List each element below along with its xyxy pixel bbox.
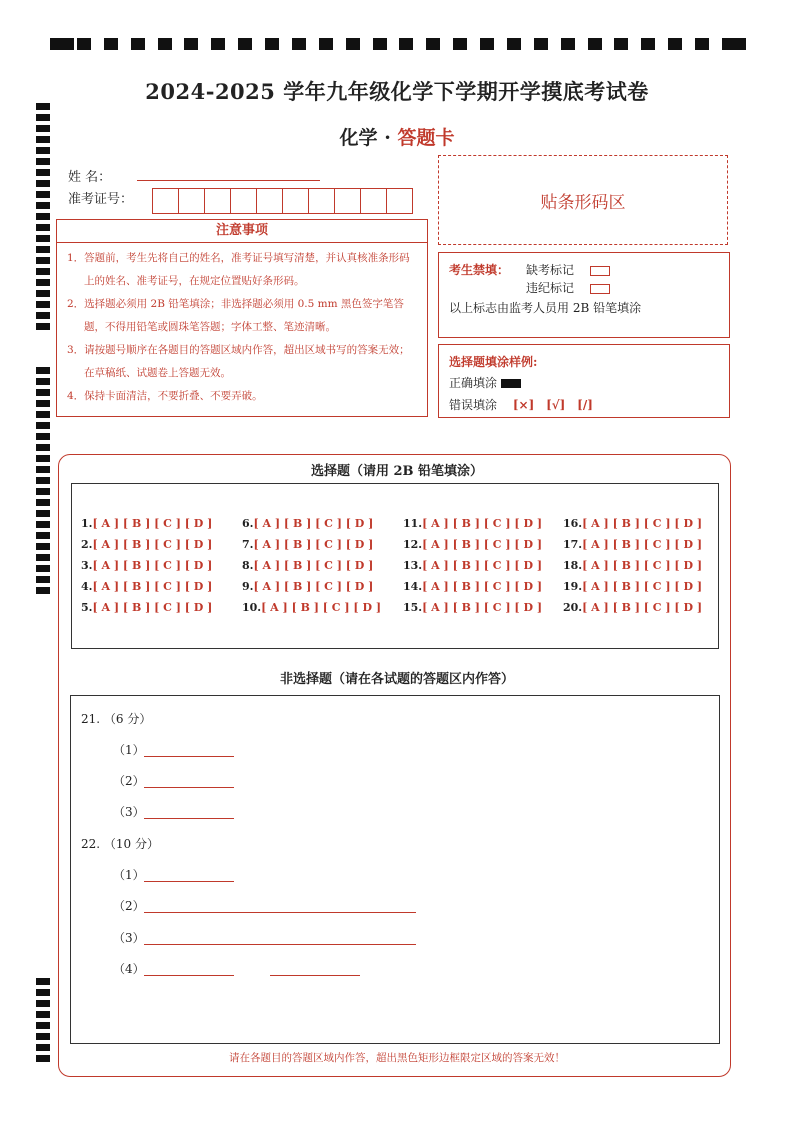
mcq-number: 10.	[242, 601, 262, 614]
q21-sub3-answer-line[interactable]	[144, 818, 234, 819]
timing-mark	[36, 378, 50, 385]
mcq-number: 12.	[403, 538, 423, 551]
id-cell[interactable]	[360, 188, 387, 214]
timing-mark	[36, 257, 50, 264]
mcq-number: 1.	[81, 517, 93, 530]
timing-mark	[36, 246, 50, 253]
timing-mark	[292, 38, 306, 50]
mcq-number: 9.	[242, 580, 254, 593]
mcq-options[interactable]: [ A ] [ B ] [ C ] [ D ]	[253, 580, 374, 593]
id-cell[interactable]	[230, 188, 257, 214]
timing-mark	[211, 38, 225, 50]
notice-item: 2．选择题必须用 2B 铅笔填涂；非选择题必须用 0.5 mm 黑色签字笔答题，不得用铅笔或圆珠笔答题；字体工整、笔迹清晰。	[67, 298, 404, 333]
mcq-options[interactable]: [ A ] [ B ] [ C ] [ D ]	[422, 517, 543, 530]
mcq-options[interactable]: [ A ] [ B ] [ C ] [ D ]	[92, 517, 213, 530]
mcq-number: 3.	[81, 559, 93, 572]
mcq-question[interactable]	[403, 517, 542, 530]
mcq-question[interactable]	[563, 559, 702, 572]
id-cell[interactable]	[386, 188, 413, 214]
timing-mark	[36, 444, 50, 451]
q22-sub3-answer-line[interactable]	[144, 944, 416, 945]
mcq-question[interactable]	[242, 559, 373, 572]
mcq-number: 18.	[563, 559, 583, 572]
timing-mark	[36, 488, 50, 495]
timing-mark	[722, 38, 746, 50]
id-cell[interactable]	[282, 188, 309, 214]
sample-title: 选择题填涂样例:	[449, 355, 538, 369]
mcq-question[interactable]	[81, 580, 212, 593]
absent-label: 缺考标记	[526, 263, 575, 277]
timing-mark	[36, 422, 50, 429]
timing-mark	[36, 1011, 50, 1018]
mcq-number: 5.	[81, 601, 93, 614]
subtitle-separator: ·	[384, 127, 391, 149]
mcq-options[interactable]: [ A ] [ B ] [ C ] [ D ]	[92, 601, 213, 614]
barcode-label: 贴条形码区	[540, 193, 626, 213]
mcq-question[interactable]	[81, 601, 212, 614]
page-title: 2024-2025 学年九年级化学下学期开学摸底考试卷	[145, 79, 649, 104]
timing-mark	[36, 978, 50, 985]
mcq-options[interactable]: [ A ] [ B ] [ C ] [ D ]	[92, 580, 213, 593]
mcq-grid	[71, 483, 719, 649]
timing-mark	[507, 38, 521, 50]
id-cell[interactable]	[152, 188, 179, 214]
timing-mark	[36, 1033, 50, 1040]
timing-mark	[36, 554, 50, 561]
mcq-options[interactable]: [ A ] [ B ] [ C ] [ D ]	[582, 517, 703, 530]
mcq-question[interactable]	[242, 538, 373, 551]
timing-mark	[158, 38, 172, 50]
timing-mark	[36, 323, 50, 330]
mcq-options[interactable]: [ A ] [ B ] [ C ] [ D ]	[582, 559, 703, 572]
timing-mark	[426, 38, 440, 50]
mcq-question[interactable]	[81, 538, 212, 551]
timing-mark	[373, 38, 387, 50]
timing-mark	[36, 1022, 50, 1029]
question-21: 21. （6 分）	[81, 712, 152, 726]
q21-sub1-answer-line[interactable]	[144, 756, 234, 757]
timing-mark	[36, 180, 50, 187]
mcq-options[interactable]: [ A ] [ B ] [ C ] [ D ]	[582, 580, 703, 593]
q22-sub1-label: （1）	[113, 868, 145, 882]
mcq-number: 4.	[81, 580, 93, 593]
timing-mark	[36, 367, 50, 374]
mcq-options[interactable]: [ A ] [ B ] [ C ] [ D ]	[422, 601, 543, 614]
mcq-question[interactable]	[81, 559, 212, 572]
timing-mark	[77, 38, 91, 50]
wrong-mark-check: [√]	[546, 398, 566, 412]
timing-mark	[36, 202, 50, 209]
left-timing-marks-middle	[36, 367, 50, 599]
timing-mark	[36, 235, 50, 242]
timing-mark	[36, 433, 50, 440]
timing-mark	[36, 158, 50, 165]
mcq-options[interactable]: [ A ] [ B ] [ C ] [ D ]	[253, 538, 374, 551]
timing-mark	[36, 989, 50, 996]
mcq-number: 19.	[563, 580, 583, 593]
footer-warning: 请在各题目的答题区域内作答，超出黑色矩形边框限定区域的答案无效！	[229, 1052, 565, 1064]
timing-mark	[36, 169, 50, 176]
timing-mark	[36, 565, 50, 572]
timing-mark	[453, 38, 467, 50]
timing-mark	[641, 38, 655, 50]
top-timing-marks	[50, 38, 746, 52]
id-label: 准考证号：	[68, 192, 134, 207]
mcq-number: 11.	[403, 517, 423, 530]
timing-mark	[36, 510, 50, 517]
timing-mark	[36, 400, 50, 407]
q22-sub1-answer-line[interactable]	[144, 881, 234, 882]
mcq-question[interactable]	[242, 580, 373, 593]
mcq-question[interactable]	[403, 559, 542, 572]
mcq-options[interactable]: [ A ] [ B ] [ C ] [ D ]	[253, 559, 374, 572]
absent-mark-box[interactable]	[590, 266, 610, 276]
timing-mark	[36, 411, 50, 418]
timing-mark	[50, 38, 74, 50]
mcq-question[interactable]	[403, 580, 542, 593]
mcq-options[interactable]: [ A ] [ B ] [ C ] [ D ]	[253, 517, 374, 530]
timing-mark	[319, 38, 333, 50]
q22-sub2-label: （2）	[113, 899, 145, 913]
timing-mark	[36, 532, 50, 539]
timing-mark	[36, 268, 50, 275]
forbid-label: 考生禁填：	[449, 263, 510, 277]
notice-item: 4．保持卡面清洁，不要折叠、不要弄破。	[67, 390, 263, 402]
timing-mark	[480, 38, 494, 50]
wrong-mark-slash: [/]	[577, 398, 593, 412]
mcq-number: 15.	[403, 601, 423, 614]
timing-mark	[36, 279, 50, 286]
exam-id-boxes[interactable]	[152, 188, 412, 214]
timing-mark	[265, 38, 279, 50]
timing-mark	[184, 38, 198, 50]
timing-mark	[36, 521, 50, 528]
notice-item: 3．请按题号顺序在各题目的答题区域内作答，超出区域书写的答案无效；在草稿纸、试题卷上答题无效。	[67, 344, 410, 379]
page-subtitle	[0, 123, 794, 150]
id-cell[interactable]	[204, 188, 231, 214]
q22-sub4-label: （4）	[113, 962, 145, 976]
mcq-options[interactable]: [ A ] [ B ] [ C ] [ D ]	[261, 601, 382, 614]
mcq-question[interactable]	[81, 517, 212, 530]
open-answer-box	[70, 695, 720, 1044]
timing-mark	[695, 38, 709, 50]
q21-sub3-label: （3）	[113, 805, 145, 819]
notice-item: 1．答题前，考生先将自己的姓名，准考证号填写清楚，并认真核准条形码上的姓名、准考证号，在规定位置贴好条形码。	[67, 252, 410, 287]
timing-mark	[668, 38, 682, 50]
notice-box	[56, 219, 428, 417]
timing-mark	[399, 38, 413, 50]
mcq-number: 8.	[242, 559, 254, 572]
mcq-options[interactable]: [ A ] [ B ] [ C ] [ D ]	[92, 559, 213, 572]
q22-sub4-answer-line-b[interactable]	[270, 975, 360, 976]
timing-mark	[534, 38, 548, 50]
mcq-question[interactable]	[563, 580, 702, 593]
fill-sample-box	[438, 344, 730, 418]
mcq-question[interactable]	[242, 517, 373, 530]
timing-mark	[238, 38, 252, 50]
timing-mark	[36, 213, 50, 220]
question-22: 22. （10 分）	[81, 837, 159, 851]
mcq-question[interactable]	[403, 538, 542, 551]
forbid-note: 以上标志由监考人员用 2B 铅笔填涂	[449, 301, 642, 315]
mcq-question[interactable]	[563, 601, 702, 614]
timing-mark	[36, 301, 50, 308]
timing-mark	[36, 312, 50, 319]
q21-sub2-label: （2）	[113, 774, 145, 788]
id-cell[interactable]	[334, 188, 361, 214]
mcq-number: 7.	[242, 538, 254, 551]
timing-mark	[614, 38, 628, 50]
timing-mark	[36, 1000, 50, 1007]
mcq-number: 13.	[403, 559, 423, 572]
timing-mark	[561, 38, 575, 50]
subtitle-subject: 化学	[339, 127, 378, 149]
mcq-question[interactable]	[403, 601, 542, 614]
timing-mark	[36, 290, 50, 297]
timing-mark	[36, 114, 50, 121]
mcq-question[interactable]	[563, 538, 702, 551]
name-label: 姓 名：	[68, 170, 112, 185]
mcq-question[interactable]	[242, 601, 381, 614]
timing-mark	[104, 38, 118, 50]
timing-mark	[131, 38, 145, 50]
id-cell[interactable]	[178, 188, 205, 214]
mcq-number: 6.	[242, 517, 254, 530]
violation-label: 违纪标记	[526, 281, 575, 295]
timing-mark	[36, 191, 50, 198]
mcq-options[interactable]: [ A ] [ B ] [ C ] [ D ]	[422, 538, 543, 551]
timing-mark	[36, 224, 50, 231]
timing-mark	[346, 38, 360, 50]
q21-sub2-answer-line[interactable]	[144, 787, 234, 788]
q22-sub3-label: （3）	[113, 931, 145, 945]
mcq-number: 16.	[563, 517, 583, 530]
mcq-options[interactable]: [ A ] [ B ] [ C ] [ D ]	[422, 559, 543, 572]
mcq-number: 20.	[563, 601, 583, 614]
mcq-options[interactable]: [ A ] [ B ] [ C ] [ D ]	[422, 580, 543, 593]
timing-mark	[36, 389, 50, 396]
correct-label: 正确填涂	[449, 376, 498, 390]
mcq-title: 选择题（请用 2B 铅笔填涂）	[310, 464, 484, 479]
timing-mark	[588, 38, 602, 50]
mcq-question[interactable]	[563, 517, 702, 530]
id-cell[interactable]	[308, 188, 335, 214]
name-field[interactable]	[137, 180, 320, 181]
q22-sub4-answer-line-a[interactable]	[144, 975, 234, 976]
forbidden-fill-box	[438, 252, 730, 338]
notice-title: 注意事项	[57, 220, 427, 243]
wrong-label: 错误填涂	[449, 398, 498, 412]
mcq-options[interactable]: [ A ] [ B ] [ C ] [ D ]	[582, 538, 703, 551]
timing-mark	[36, 576, 50, 583]
mcq-options[interactable]: [ A ] [ B ] [ C ] [ D ]	[92, 538, 213, 551]
subtitle-card: 答题卡	[397, 127, 455, 149]
violation-mark-box[interactable]	[590, 284, 610, 294]
timing-mark	[36, 543, 50, 550]
timing-mark	[36, 587, 50, 594]
id-cell[interactable]	[256, 188, 283, 214]
mcq-number: 14.	[403, 580, 423, 593]
wrong-mark-x: [×]	[512, 398, 535, 412]
open-title: 非选择题（请在各试题的答题区内作答）	[279, 672, 514, 687]
mcq-number: 17.	[563, 538, 583, 551]
barcode-area	[438, 155, 728, 245]
mcq-number: 2.	[81, 538, 93, 551]
q21-sub1-label: （1）	[113, 743, 145, 757]
correct-fill-sample	[501, 379, 521, 388]
timing-mark	[36, 499, 50, 506]
q22-sub2-answer-line[interactable]	[144, 912, 416, 913]
mcq-options[interactable]: [ A ] [ B ] [ C ] [ D ]	[582, 601, 703, 614]
